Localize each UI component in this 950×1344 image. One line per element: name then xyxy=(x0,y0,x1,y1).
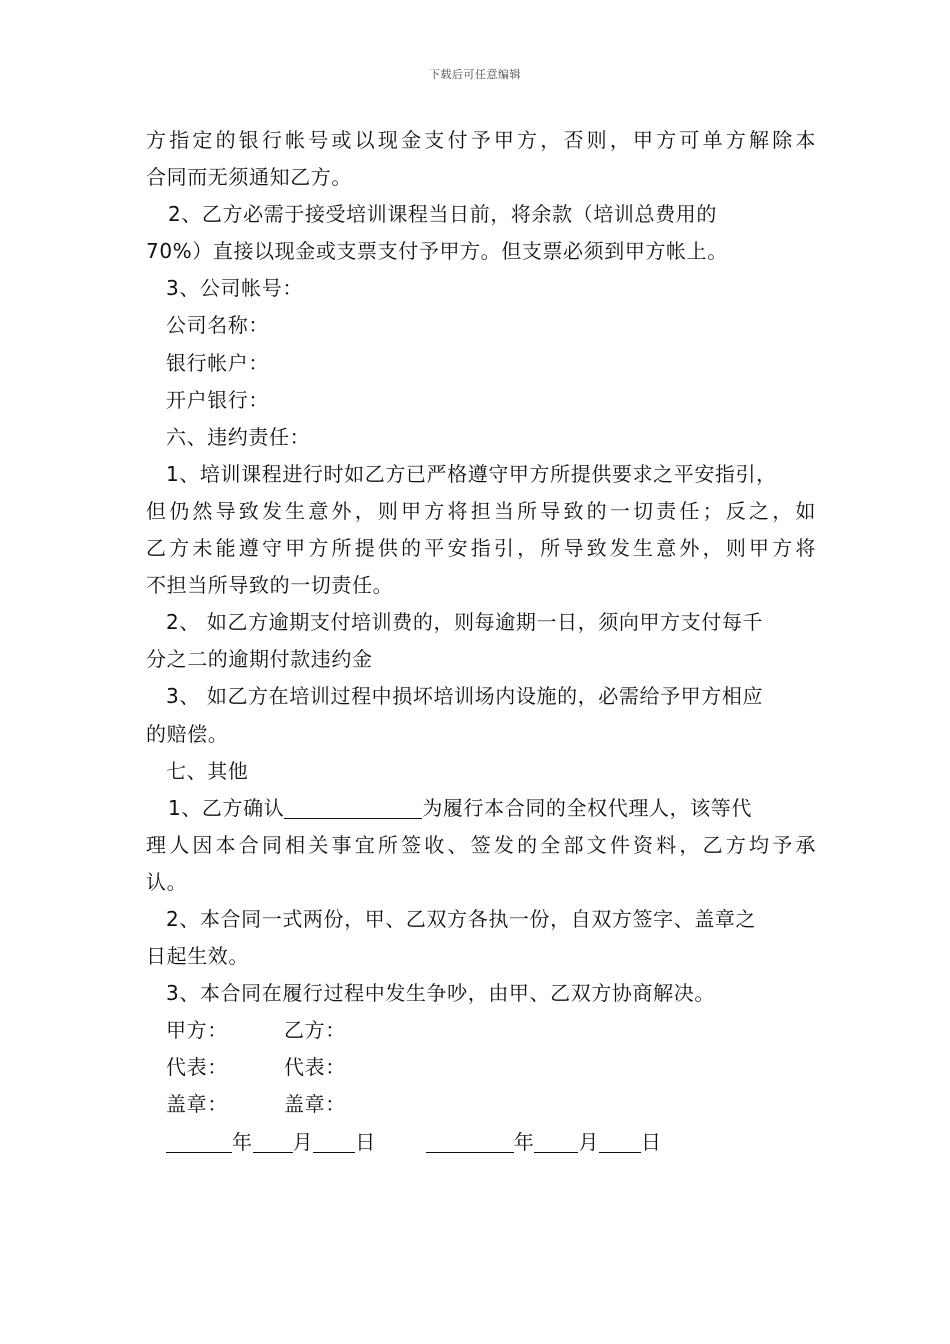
text-line: 3、 如乙方在培训过程中损坏培训场内设施的，必需给予甲方相应 xyxy=(166,684,764,709)
year-label: 年 xyxy=(232,1129,253,1154)
text-line: 2、本合同一式两份，甲、乙双方各执一份，自双方签字、盖章之 xyxy=(166,906,757,931)
month-blank xyxy=(534,1130,578,1153)
day-label: 日 xyxy=(355,1129,376,1154)
month-label: 月 xyxy=(578,1129,600,1154)
party-b-label: 乙方： xyxy=(284,1018,346,1043)
text-line: 2、 如乙方逾期支付培训费的，则每逾期一日，须向甲方支付每千 xyxy=(166,610,764,635)
text-line: 1、培训课程进行时如乙方已严格遵守甲方所提供要求之平安指引， xyxy=(166,461,777,486)
text-line: 乙方未能遵守甲方所提供的平安指引，所导致发生意外，则甲方将 xyxy=(146,536,816,561)
rep-b-label: 代表： xyxy=(284,1055,346,1080)
agent-name-blank xyxy=(284,796,422,819)
signature-row-party xyxy=(146,1012,816,1049)
signature-row-seal xyxy=(146,1086,816,1123)
text-line: 3、本合同在履行过程中发生争吵，由甲、乙双方协商解决。 xyxy=(166,981,715,1006)
field-label-bank: 开户银行： xyxy=(166,387,269,412)
field-label-company-name: 公司名称： xyxy=(166,313,269,338)
date-group-b xyxy=(426,1124,662,1161)
text-line: 但仍然导致发生意外，则甲方将担当所导致的一切责任；反之，如 xyxy=(146,498,816,523)
text-segment: 1、乙方确认 xyxy=(168,795,285,820)
text-segment: 为履行本合同的全权代理人，该等代 xyxy=(422,795,752,820)
text-line-with-blank xyxy=(146,790,816,827)
text-line: 的赔偿。 xyxy=(146,721,229,746)
document-body xyxy=(146,122,816,1161)
day-blank xyxy=(313,1130,355,1153)
text-line: 方指定的银行帐号或以现金支付予甲方，否则，甲方可单方解除本 xyxy=(146,128,816,152)
signature-row-representative xyxy=(146,1049,816,1086)
text-line: 分之二的逾期付款违约金 xyxy=(146,647,373,672)
text-line: 70%）直接以现金或支票支付予甲方。但支票必须到甲方帐上。 xyxy=(146,239,728,264)
year-blank xyxy=(166,1130,232,1153)
section-heading: 七、其他 xyxy=(166,758,249,783)
text-line: 不担当所导致的一切责任。 xyxy=(146,573,394,598)
month-label: 月 xyxy=(292,1129,314,1154)
section-heading: 3、公司帐号： xyxy=(166,276,303,301)
field-label-bank-account: 银行帐户： xyxy=(166,350,269,375)
text-line: 认。 xyxy=(146,869,188,894)
text-line: 合同而无须通知乙方。 xyxy=(146,165,352,190)
seal-a-label: 盖章： xyxy=(166,1092,228,1117)
rep-a-label: 代表： xyxy=(166,1055,228,1080)
day-label: 日 xyxy=(641,1129,662,1154)
year-label: 年 xyxy=(513,1129,535,1154)
date-group-a xyxy=(166,1124,376,1161)
page-header-caption: 下载后可任意编辑 xyxy=(429,68,521,81)
day-blank xyxy=(599,1130,641,1153)
seal-b-label: 盖章： xyxy=(284,1092,346,1117)
section-heading: 六、违约责任： xyxy=(166,424,311,449)
year-blank xyxy=(426,1130,514,1153)
month-blank xyxy=(253,1130,293,1153)
date-row xyxy=(146,1124,816,1161)
text-line: 2、乙方必需于接受培训课程当日前，将余款（培训总费用的 xyxy=(168,202,717,227)
text-line: 日起生效。 xyxy=(146,944,249,969)
text-line: 理人因本合同相关事宜所签收、签发的全部文件资料，乙方均予承 xyxy=(146,832,816,857)
party-a-label: 甲方： xyxy=(166,1018,228,1043)
